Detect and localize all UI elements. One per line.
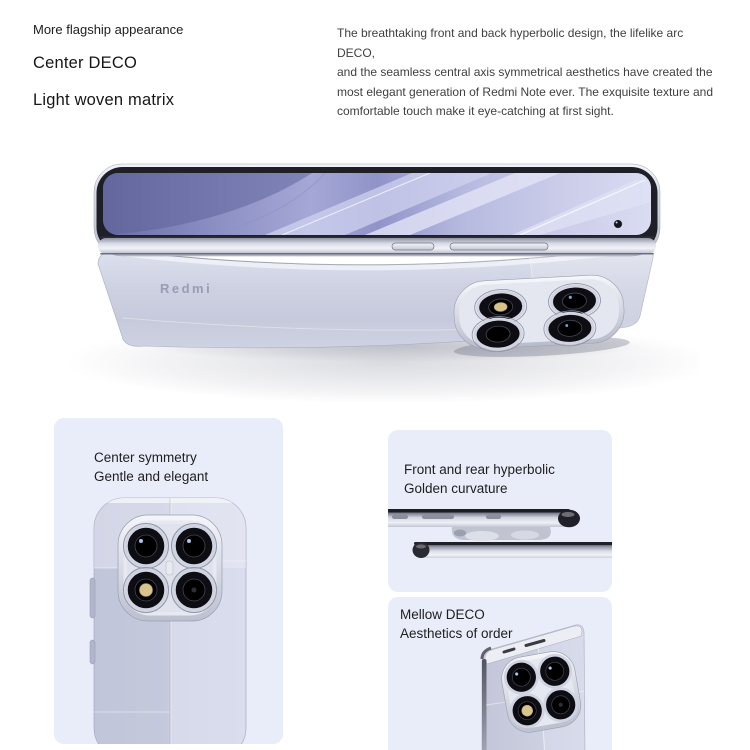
- camera-module: [118, 515, 222, 621]
- camera-module: [450, 273, 630, 360]
- camera-lens: [172, 524, 217, 569]
- tagline: More flagship appearance: [33, 22, 184, 37]
- description-paragraph: [337, 24, 722, 122]
- volume-button: [392, 243, 434, 250]
- phone-side-profiles: [388, 430, 612, 592]
- hero-screen: [103, 173, 651, 235]
- flash-tick: [166, 561, 173, 575]
- power-button: [90, 640, 95, 664]
- phone-side-profile-top: [388, 509, 580, 541]
- hero-phone-back: [98, 247, 653, 360]
- redmi-logo: Redmi: [160, 281, 213, 296]
- hero-image: [60, 140, 700, 410]
- panel-center-symmetry: [54, 418, 283, 744]
- description-line: comfortable touch make it eye-catching at first sight.: [337, 104, 614, 119]
- phone-side-profile-bottom: [413, 542, 613, 558]
- volume-button: [90, 578, 95, 618]
- description-line: most elegant generation of Redmi Note ever. The exquisite texture and: [337, 84, 714, 99]
- panel-mellow-deco: [388, 597, 612, 750]
- power-button: [450, 243, 548, 250]
- panel-title: Front and rear hyperbolic Golden curvature: [404, 462, 555, 496]
- camera-lens: [172, 568, 217, 613]
- headline-center-deco: Center DECO: [33, 54, 137, 72]
- hero-phone-front: [94, 164, 660, 256]
- camera-lens: [124, 524, 169, 569]
- panel-title: Mellow DECO Aesthetics of order: [400, 607, 513, 641]
- description-line: and the seamless central axis symmetrical aesthetics have created the: [337, 65, 713, 80]
- headline-light-woven-matrix: Light woven matrix: [33, 91, 175, 109]
- camera-module: [498, 648, 584, 736]
- panel-title: Center symmetry Gentle and elegant: [94, 450, 209, 484]
- camera-bump-profile: [452, 527, 551, 541]
- flash-led: [140, 584, 153, 597]
- description-line: The breathtaking front and back hyperbolic design, the lifelike arc DECO,: [337, 26, 684, 60]
- camera-lens: [124, 568, 169, 613]
- punch-hole-camera: [614, 220, 623, 229]
- panel-hyperbolic: [388, 430, 612, 592]
